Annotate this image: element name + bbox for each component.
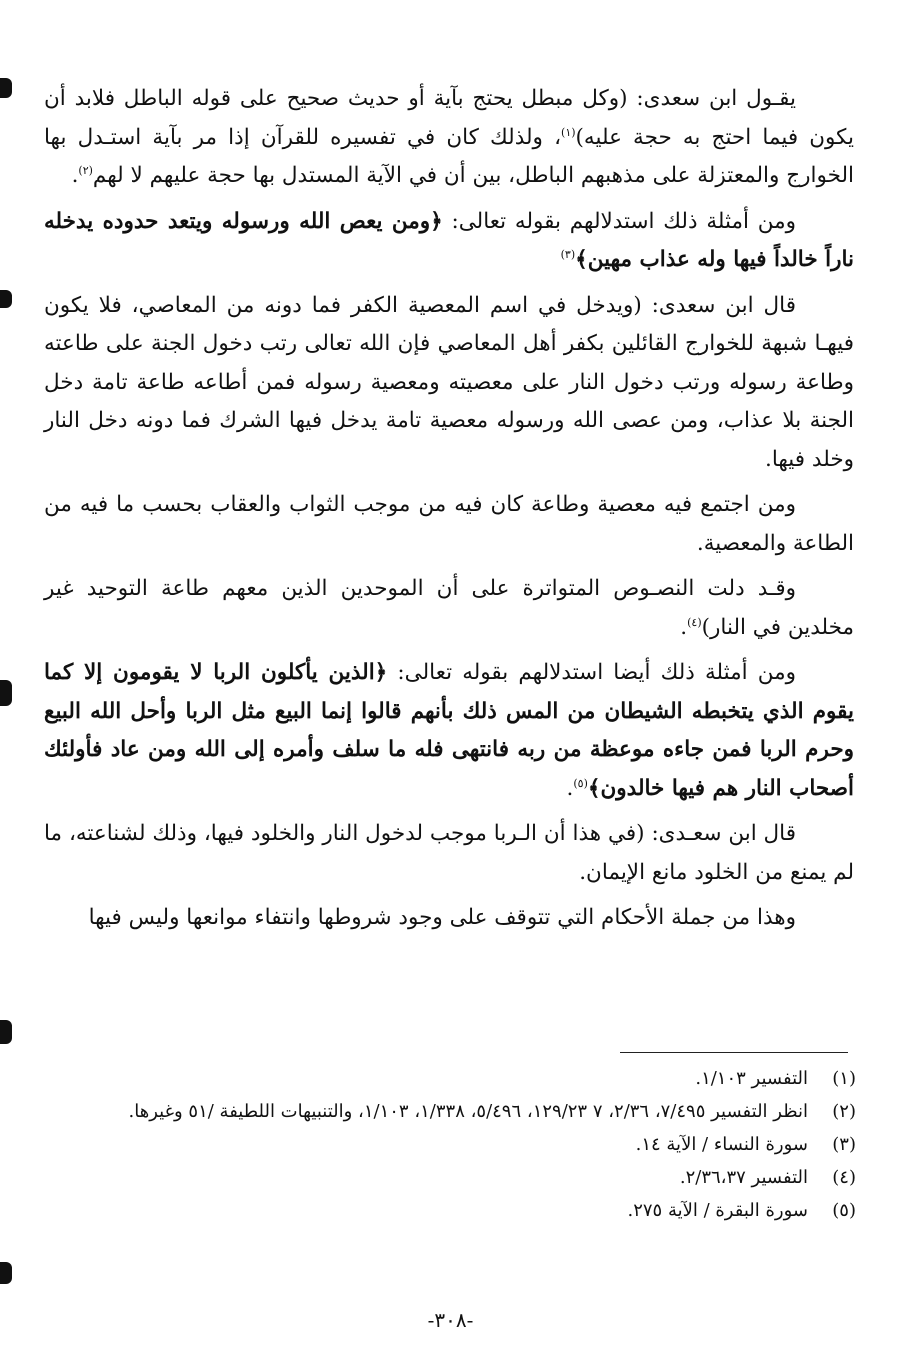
page-number: -٣٠٨- <box>427 1308 474 1332</box>
footnote-number: (٤) <box>832 1167 856 1188</box>
page-body <box>44 80 854 945</box>
scan-mark <box>0 1020 12 1044</box>
paragraph-text: وقـد دلت النصـوص المتواترة على أن الموحدين الذين معهم طاعة التوحيد غير مخلدين في النار) <box>44 576 854 640</box>
quran-verse: ﴿ومن يعص الله ورسوله ويتعد حدوده يدخله ناراً خالداً فيها وله عذاب مهين﴾ <box>44 208 854 272</box>
footnote-text: سورة النساء / الآية ١٤. <box>635 1134 808 1155</box>
footnote-text: التفسير ١/١٠٣. <box>695 1068 808 1089</box>
footnotes <box>44 1064 856 1229</box>
paragraph-ibn-saadi-quote-2 <box>44 287 854 480</box>
paragraph-text: . <box>680 614 688 640</box>
paragraph-obedience-disobedience <box>44 486 854 563</box>
footnote-text: التفسير ٢/٣٦،٣٧. <box>679 1167 808 1188</box>
paragraph-text: قال ابن سعـدى: (في هذا أن الـربا موجب لدخول النار والخلود فيها، وذلك لشناعته، ما لم يمنع من الخلود مانع الإيمان. <box>44 821 854 885</box>
footnote-number: (٢) <box>832 1101 856 1122</box>
paragraph-text: ومن اجتمع فيه معصية وطاعة كان فيه من موجب الثواب والعقاب بحسب ما فيه من الطاعة والمعصية. <box>44 492 854 556</box>
paragraph-mutawatir-texts <box>44 570 854 647</box>
paragraph-text: . <box>566 775 574 801</box>
scan-mark <box>0 290 12 308</box>
footnote-text: انظر التفسير ٧/٤٩٥، ٢/٣٦، ٧ ١٢٩/٢٣، ٥/٤٩٦، ١/٣٣٨، ١/١٠٣، والتنبيهات اللطيفة /٥١ وغيرها. <box>128 1101 808 1122</box>
footnote-text: سورة البقرة / الآية ٢٧٥. <box>627 1200 808 1221</box>
footnote-ref-3: (٣) <box>560 247 576 261</box>
footnote-item <box>44 1196 856 1225</box>
paragraph-text: ومن أمثلة ذلك استدلالهم بقوله تعالى: <box>442 208 796 234</box>
footnote-number: (٥) <box>832 1200 856 1221</box>
footnote-item <box>44 1130 856 1159</box>
scan-mark <box>0 680 12 706</box>
footnote-ref-1: (١) <box>561 125 576 139</box>
paragraph-ibn-saadi-quote-3 <box>44 815 854 892</box>
paragraph-text: يقـول ابن سعدى: (وكل مبطل يحتج بآية أو حديث صحيح على قوله الباطل فلابد أن يكون فيما احتج به حجة عليه) <box>44 86 854 150</box>
paragraph-example-2 <box>44 654 854 808</box>
footnote-ref-5: (٥) <box>573 776 588 790</box>
paragraph-text: ، ولذلك كان في تفسيره للقرآن إذا مر بآية استـدل بها الخوارج والمعتزلة على مذهبهم الباطل، بين أن في الآية المستدل بها حجة عليهم لا لهم <box>44 124 854 188</box>
footnote-item <box>44 1163 856 1192</box>
scan-mark <box>0 78 12 98</box>
footnote-number: (١) <box>832 1068 856 1089</box>
paragraph-text: . <box>71 163 79 188</box>
footnote-ref-2: (٢) <box>78 163 93 177</box>
paragraph-text: وهذا من جملة الأحكام التي تتوقف على وجود شروطها وانتفاء موانعها وليس فيها <box>88 905 796 930</box>
footnote-number: (٣) <box>832 1134 856 1155</box>
paragraph-text: قال ابن سعدى: (ويدخل في اسم المعصية الكفر فما دونه من المعاصي، فلا يكون فيهـا شبهة للخوارج القائلين بكفر أهل المعاصي فإن الله تعالى رتب دخول الجنة على طاعته وطاعة رسوله ورتب دخول النار على معصيته ومعصية رسوله فمن أطاعه طاعة تامة دخل الجنة بلا عذاب، ومن عصى الله ورسوله معصية تامة يدخل فيها الشرك فما دونه دخل النار وخلد فيها. <box>44 292 854 472</box>
scan-mark <box>0 1262 12 1284</box>
paragraph-ibn-saadi-quote-1 <box>44 80 854 196</box>
footnote-divider <box>620 1052 848 1053</box>
footnote-item <box>44 1064 856 1093</box>
quran-verse: ﴿الذين يأكلون الربا لا يقومون إلا كما يقوم الذي يتخبطه الشيطان من المس ذلك بأنهم قالوا إنما البيع مثل الربا وأحل الله البيع وحرم الربا فمن جاءه موعظة من ربه فانتهى فله ما سلف وأمره إلى الله ومن عاد فأولئك أصحاب النار هم فيها خالدون﴾ <box>44 660 854 801</box>
footnote-ref-4: (٤) <box>687 615 702 629</box>
paragraph-text: ومن أمثلة ذلك أيضا استدلالهم بقوله تعالى: <box>387 660 796 685</box>
paragraph-example-1 <box>44 203 854 280</box>
paragraph-rulings <box>44 899 854 938</box>
footnote-item <box>44 1097 856 1126</box>
